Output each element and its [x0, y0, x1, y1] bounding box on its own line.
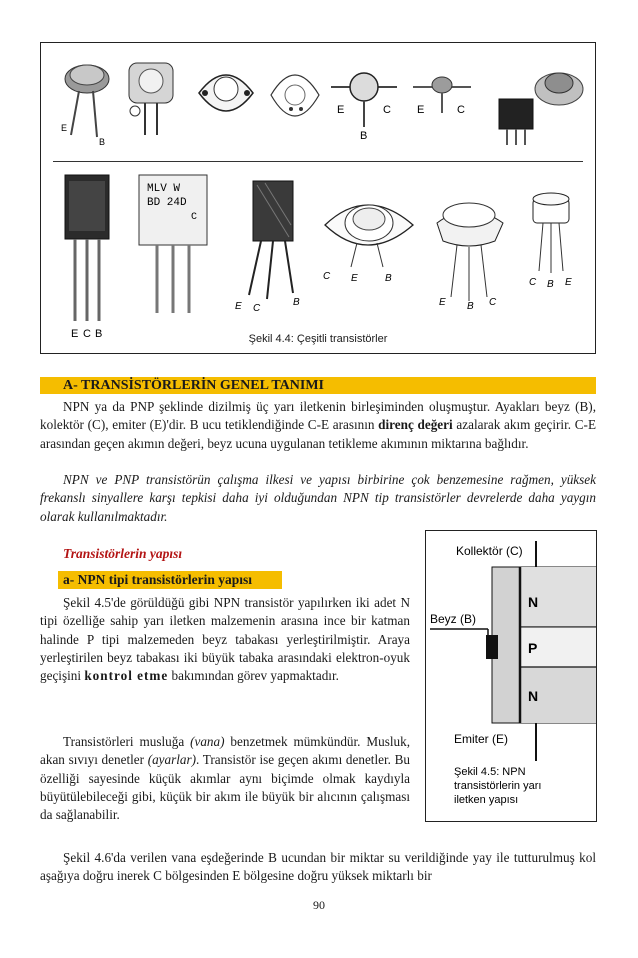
pin-label: C: [529, 277, 537, 288]
pin-label: B: [547, 279, 554, 290]
layer-n-top: N: [528, 594, 539, 610]
italic-text: (vana): [190, 734, 225, 749]
emphasis-text: kontrol etme: [84, 668, 169, 684]
figure-caption-line: transistörlerin yarı: [454, 780, 542, 792]
pin-label: B: [360, 130, 368, 141]
page-number: 90: [313, 898, 325, 912]
transistor-to3-photo-1: [53, 57, 115, 149]
figure-4-4-caption: Şekil 4.4: Çeşitli transistörler: [248, 333, 388, 345]
pin-label: B: [293, 297, 300, 308]
paragraph-valve-analogy: [40, 733, 410, 824]
pin-label: B: [99, 137, 106, 147]
paragraph-valve-equivalent: Şekil 4.6'da verilen vana eşdeğerinde B ucundan bir miktar su verildiğinde yay ile tutturulmuş kol aşağıya doğru inerek C bölgesinden E bölgesine doğru yüksek miktarlı bir: [40, 850, 596, 884]
pin-label: E: [439, 297, 446, 308]
pin-label: C: [383, 104, 391, 116]
transistor-to3-drawing-11: [317, 185, 421, 285]
transistor-to18-drawing-13: [515, 189, 587, 293]
collector-label: Kollektör (C): [456, 544, 523, 558]
transistor-to3-outline-4: [261, 51, 329, 151]
pin-label: B: [467, 301, 474, 309]
transistor-to39-drawing-12: [425, 189, 513, 309]
transistor-heatsink-drawing-10: [231, 175, 311, 325]
pin-label: B: [95, 328, 103, 340]
marking-text: BD 24D: [147, 197, 187, 209]
paragraph-npn-structure: [40, 594, 410, 685]
emphasis-text: direnç değeri: [378, 417, 453, 433]
paragraph-text: . Transistör ise geçen akımı denetler. Bu özelliği sayesinde küçük akımlar aynı biçimde olmak kaydıyla büyütülebileceği gibi, küçük bir akım ile büyük bir alıcının çalışması da sağlanabilir.: [40, 752, 410, 823]
base-label: Beyz (B): [430, 612, 477, 626]
pin-label: C: [323, 271, 331, 282]
paragraph-text: Şekil 4.5'de görüldüğü gibi NPN transistör yapılırken iki adet N tipi özelliğe sahip yarı iletken malzemenin arasına ince bir katman halinde P tipi malzemeden beyz tabakası yerleştirilmiştir. Araya yerleştirilen beyz tabakası iki büyük tabaka arasındaki elektron-oyuk geçişini: [40, 595, 410, 684]
figure-caption-line: iletken yapısı: [454, 794, 519, 806]
marking-text: MLV W: [147, 183, 181, 195]
paragraph-definition: [40, 398, 596, 453]
layer-p: P: [528, 640, 538, 656]
emitter-label: Emiter (E): [454, 732, 508, 746]
paragraph-text: Transistörleri musluğa: [63, 734, 191, 749]
paragraph-text: NPN ya da PNP şeklinde dizilmiş üç yarı iletkenin birleşiminden oluşmuştur. Ayakları beyz (B), kolektör (C), emiter (E)'dir. B ucu tetiklendiğinde C-E arasının: [40, 399, 596, 433]
pin-label: C: [83, 328, 91, 340]
paragraph-text: benzetmek mümkündür. Musluk, akan sıvıyı denetler: [40, 734, 410, 768]
figure-caption-line: Şekil 4.5: NPN: [454, 766, 526, 778]
pin-label: E: [337, 104, 345, 116]
pin-label: E: [71, 328, 79, 340]
subsection-subtitle: a- NPN tipi transistörlerin yapısı: [63, 572, 252, 587]
transistor-bd240-photo-9: [133, 173, 213, 323]
pin-label: C: [489, 297, 497, 308]
pin-label: C: [253, 303, 261, 314]
paragraph-text: bakımından görev yapmaktadır.: [168, 668, 339, 684]
figure-divider: [53, 161, 583, 162]
italic-text: (ayarlar): [147, 752, 197, 768]
marking-text: C: [191, 212, 198, 223]
transistor-small-diagram-5: [329, 61, 399, 141]
transistor-to3-outline-3: [191, 53, 261, 135]
npn-diagram: [426, 531, 596, 821]
pin-label: E: [417, 104, 425, 116]
pin-label: E: [351, 273, 358, 284]
transistor-power-photo-2: [121, 51, 185, 141]
pin-label: C: [457, 104, 465, 116]
pin-label: E: [61, 123, 68, 133]
transistor-power-photo-7: [495, 53, 587, 149]
pin-label: E: [235, 301, 242, 312]
subsection-title: Transistörlerin yapısı: [63, 546, 183, 561]
layer-n-bottom: N: [528, 688, 539, 704]
transistor-small-diagram-6: [411, 61, 473, 141]
transistor-to220-photo-8: [55, 171, 117, 341]
paragraph-text: azalarak akım geçirir. C-E arasından geçen akımın değeri, beyz ucuna uygulanan tetikleme akımının miktarına bağlıdır.: [40, 417, 596, 451]
pin-label: B: [385, 273, 392, 284]
pin-label: E: [565, 277, 572, 288]
section-heading: A- TRANSİSTÖRLERİN GENEL TANIMI: [63, 378, 325, 393]
figure-various-transistors: [40, 42, 596, 354]
paragraph-npn-pnp: NPN ve PNP transistörün çalışma ilkesi ve yapısı birbirine çok benzemesine rağmen, yüksek frekanslı sinyallere karşı tepkisi daha iyi olduğundan NPN tip transistörler devrelerde daha yaygın olarak kullanılmaktadır.: [40, 472, 596, 524]
figure-npn-structure: [425, 530, 597, 822]
